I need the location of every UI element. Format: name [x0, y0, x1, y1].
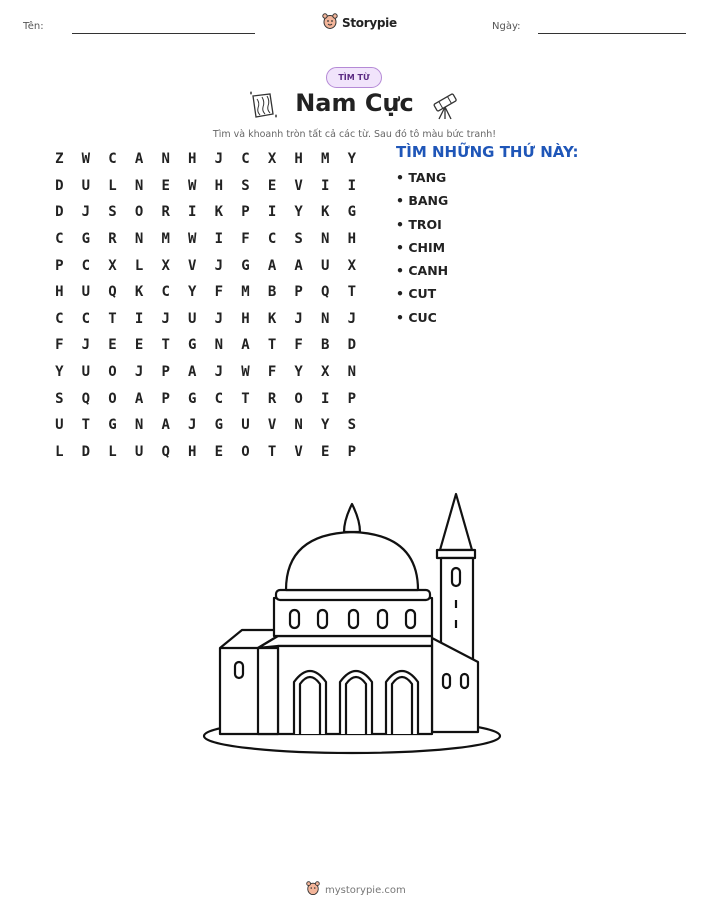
- grid-letter[interactable]: H: [347, 231, 357, 248]
- grid-letter[interactable]: M: [161, 231, 170, 248]
- grid-letter[interactable]: V: [294, 177, 303, 194]
- grid-letter[interactable]: A: [134, 390, 144, 407]
- grid-letter[interactable]: O: [108, 364, 117, 381]
- grid-letter[interactable]: W: [188, 231, 197, 248]
- telescope-icon: [430, 90, 462, 124]
- grid-row: [46, 412, 365, 439]
- page-title: Nam Cực: [295, 89, 414, 117]
- grid-letter[interactable]: K: [214, 204, 224, 221]
- grid-letter[interactable]: S: [294, 231, 303, 248]
- grid-letter[interactable]: Y: [188, 284, 197, 301]
- grid-letter[interactable]: G: [81, 231, 91, 248]
- grid-letter[interactable]: E: [108, 337, 117, 354]
- grid-letter[interactable]: J: [81, 204, 91, 221]
- grid-letter[interactable]: P: [55, 257, 64, 274]
- grid-letter[interactable]: T: [267, 443, 277, 460]
- grid-letter[interactable]: X: [267, 151, 277, 168]
- grid-letter[interactable]: X: [161, 257, 170, 274]
- grid-letter[interactable]: O: [241, 443, 250, 460]
- grid-letter[interactable]: K: [134, 284, 144, 301]
- word-list-item: • CHIM: [396, 239, 446, 255]
- grid-letter[interactable]: A: [241, 337, 250, 354]
- grid-row: [46, 359, 365, 386]
- grid-letter[interactable]: P: [241, 204, 250, 221]
- grid-letter[interactable]: Q: [81, 390, 91, 407]
- grid-letter[interactable]: Y: [347, 151, 357, 168]
- grid-letter[interactable]: B: [267, 284, 277, 301]
- grid-letter[interactable]: O: [134, 204, 144, 221]
- grid-letter[interactable]: X: [108, 257, 117, 274]
- grid-row: [46, 173, 365, 200]
- grid-letter[interactable]: W: [188, 177, 197, 194]
- grid-letter[interactable]: V: [294, 443, 303, 460]
- storypie-mascot-icon: [322, 12, 338, 34]
- grid-letter[interactable]: N: [321, 310, 330, 327]
- grid-letter[interactable]: N: [321, 231, 330, 248]
- grid-letter[interactable]: F: [214, 284, 224, 301]
- grid-letter[interactable]: U: [188, 310, 197, 327]
- grid-letter[interactable]: S: [347, 417, 357, 434]
- grid-letter[interactable]: R: [267, 390, 277, 407]
- grid-letter[interactable]: J: [294, 310, 303, 327]
- grid-letter[interactable]: R: [161, 204, 170, 221]
- grid-letter[interactable]: C: [108, 151, 117, 168]
- grid-row: [46, 226, 365, 253]
- grid-letter[interactable]: O: [108, 390, 117, 407]
- word-list: [396, 170, 448, 333]
- grid-letter[interactable]: N: [134, 231, 144, 248]
- grid-row: [46, 385, 365, 412]
- grid-letter[interactable]: I: [188, 204, 197, 221]
- grid-letter[interactable]: D: [55, 204, 64, 221]
- grid-letter[interactable]: T: [347, 284, 357, 301]
- grid-letter[interactable]: N: [294, 417, 303, 434]
- grid-letter[interactable]: G: [108, 417, 117, 434]
- grid-letter[interactable]: C: [214, 390, 224, 407]
- grid-letter[interactable]: T: [241, 390, 250, 407]
- grid-letter[interactable]: N: [161, 151, 170, 168]
- date-label: Ngày:: [492, 21, 521, 32]
- grid-letter[interactable]: S: [108, 204, 117, 221]
- word-list-item: • TROI: [396, 216, 442, 232]
- domed-building-illustration: [200, 486, 510, 760]
- grid-letter[interactable]: S: [241, 177, 250, 194]
- storypie-mascot-icon: [306, 880, 320, 900]
- grid-letter[interactable]: J: [214, 364, 224, 381]
- grid-letter[interactable]: I: [214, 231, 224, 248]
- grid-letter[interactable]: U: [81, 177, 91, 194]
- grid-letter[interactable]: N: [214, 337, 224, 354]
- grid-letter[interactable]: C: [81, 310, 91, 327]
- word-list-item: • CANH: [396, 263, 449, 279]
- grid-letter[interactable]: G: [214, 417, 224, 434]
- word-list-item: • TANG: [396, 170, 447, 185]
- grid-letter[interactable]: W: [81, 151, 91, 168]
- instructions: Tìm và khoanh tròn tất cả các từ. Sau đó tô màu bức tranh!: [212, 129, 497, 140]
- grid-row: [46, 146, 365, 173]
- name-field[interactable]: [72, 33, 255, 34]
- grid-letter[interactable]: Y: [321, 417, 330, 434]
- grid-letter[interactable]: H: [294, 151, 303, 168]
- grid-letter[interactable]: C: [81, 257, 91, 274]
- grid-letter[interactable]: D: [55, 177, 64, 194]
- grid-letter[interactable]: V: [267, 417, 277, 434]
- grid-letter[interactable]: H: [241, 310, 250, 327]
- grid-letter[interactable]: A: [134, 151, 144, 168]
- grid-row: [46, 252, 365, 279]
- brand-logo: [322, 12, 397, 34]
- grid-letter[interactable]: L: [108, 443, 117, 460]
- grid-row: [46, 306, 365, 333]
- grid-letter[interactable]: M: [321, 151, 330, 168]
- grid-letter[interactable]: P: [161, 364, 170, 381]
- grid-letter[interactable]: J: [214, 310, 224, 327]
- grid-letter[interactable]: I: [267, 204, 277, 221]
- grid-letter[interactable]: T: [161, 337, 170, 354]
- name-label: Tên:: [23, 21, 44, 32]
- grid-letter[interactable]: G: [347, 204, 357, 221]
- grid-letter[interactable]: E: [161, 177, 170, 194]
- grid-letter[interactable]: H: [188, 151, 197, 168]
- grid-letter[interactable]: Q: [321, 284, 330, 301]
- grid-row: [46, 332, 365, 359]
- grid-letter[interactable]: A: [161, 417, 170, 434]
- grid-letter[interactable]: C: [55, 231, 64, 248]
- grid-letter[interactable]: C: [55, 310, 64, 327]
- grid-letter[interactable]: D: [81, 443, 91, 460]
- grid-letter[interactable]: Z: [55, 151, 64, 168]
- date-field[interactable]: [538, 33, 686, 34]
- grid-letter[interactable]: E: [134, 337, 144, 354]
- grid-letter[interactable]: U: [55, 417, 64, 434]
- footer-url[interactable]: mystorypie.com: [325, 884, 406, 896]
- footer: [306, 880, 406, 900]
- word-list-item: • BANG: [396, 193, 449, 209]
- grid-row: [46, 439, 365, 466]
- grid-letter[interactable]: A: [267, 257, 277, 274]
- grid-letter[interactable]: U: [321, 257, 330, 274]
- grid-letter[interactable]: F: [241, 231, 250, 248]
- grid-letter[interactable]: K: [321, 204, 330, 221]
- grid-letter[interactable]: U: [134, 443, 144, 460]
- grid-letter[interactable]: E: [321, 443, 330, 460]
- grid-letter[interactable]: F: [294, 337, 303, 354]
- grid-letter[interactable]: G: [241, 257, 250, 274]
- grid-letter[interactable]: U: [81, 284, 91, 301]
- grid-letter[interactable]: P: [347, 443, 357, 460]
- grid-letter[interactable]: N: [134, 417, 144, 434]
- grid-letter[interactable]: U: [81, 364, 91, 381]
- grid-letter[interactable]: T: [108, 310, 117, 327]
- grid-letter[interactable]: J: [161, 310, 170, 327]
- grid-letter[interactable]: T: [267, 337, 277, 354]
- brand-name: Storypie: [342, 16, 397, 30]
- grid-letter[interactable]: Q: [108, 284, 117, 301]
- grid-letter[interactable]: J: [214, 151, 224, 168]
- grid-letter[interactable]: L: [134, 257, 144, 274]
- grid-letter[interactable]: H: [188, 443, 197, 460]
- grid-letter[interactable]: P: [294, 284, 303, 301]
- grid-letter[interactable]: X: [347, 257, 357, 274]
- grid-letter[interactable]: I: [321, 177, 330, 194]
- grid-letter[interactable]: Q: [161, 443, 170, 460]
- grid-letter[interactable]: G: [188, 337, 197, 354]
- activity-badge: TÌM TỪ: [326, 67, 382, 88]
- grid-letter[interactable]: F: [267, 364, 277, 381]
- grid-row: [46, 199, 365, 226]
- grid-letter[interactable]: Y: [294, 364, 303, 381]
- grid-letter[interactable]: S: [55, 390, 64, 407]
- grid-letter[interactable]: C: [161, 284, 170, 301]
- grid-letter[interactable]: O: [294, 390, 303, 407]
- grid-letter[interactable]: L: [55, 443, 64, 460]
- grid-letter[interactable]: A: [294, 257, 303, 274]
- grid-letter[interactable]: N: [134, 177, 144, 194]
- grid-letter[interactable]: I: [134, 310, 144, 327]
- grid-letter[interactable]: B: [321, 337, 330, 354]
- grid-letter[interactable]: M: [241, 284, 250, 301]
- grid-row: [46, 279, 365, 306]
- word-list-item: • CUT: [396, 286, 437, 302]
- grid-letter[interactable]: A: [188, 364, 197, 381]
- grid-letter[interactable]: X: [321, 364, 330, 381]
- grid-letter[interactable]: P: [347, 390, 357, 407]
- grid-letter[interactable]: H: [55, 284, 64, 301]
- grid-letter[interactable]: Y: [294, 204, 303, 221]
- grid-letter[interactable]: G: [188, 390, 197, 407]
- grid-letter[interactable]: J: [347, 310, 357, 327]
- grid-letter[interactable]: W: [241, 364, 250, 381]
- word-list-item: • CUC: [396, 309, 437, 325]
- grid-letter[interactable]: I: [321, 390, 330, 407]
- word-list-heading: TÌM NHỮNG THỨ NÀY:: [396, 143, 579, 161]
- grid-letter[interactable]: N: [347, 364, 357, 381]
- grid-letter[interactable]: I: [347, 177, 357, 194]
- grid-letter[interactable]: Y: [55, 364, 64, 381]
- grid-letter[interactable]: J: [188, 417, 197, 434]
- grid-letter[interactable]: L: [108, 177, 117, 194]
- grid-letter[interactable]: C: [267, 231, 277, 248]
- grid-letter[interactable]: F: [55, 337, 64, 354]
- grid-letter[interactable]: J: [134, 364, 144, 381]
- grid-letter[interactable]: E: [267, 177, 277, 194]
- word-search-grid[interactable]: [46, 146, 365, 465]
- grid-letter[interactable]: C: [241, 151, 250, 168]
- grid-letter[interactable]: J: [214, 257, 224, 274]
- grid-letter[interactable]: H: [214, 177, 224, 194]
- grid-letter[interactable]: D: [347, 337, 357, 354]
- grid-letter[interactable]: J: [81, 337, 91, 354]
- grid-letter[interactable]: K: [267, 310, 277, 327]
- grid-letter[interactable]: V: [188, 257, 197, 274]
- grid-letter[interactable]: P: [161, 390, 170, 407]
- grid-letter[interactable]: R: [108, 231, 117, 248]
- grid-letter[interactable]: U: [241, 417, 250, 434]
- grid-letter[interactable]: T: [81, 417, 91, 434]
- grid-letter[interactable]: E: [214, 443, 224, 460]
